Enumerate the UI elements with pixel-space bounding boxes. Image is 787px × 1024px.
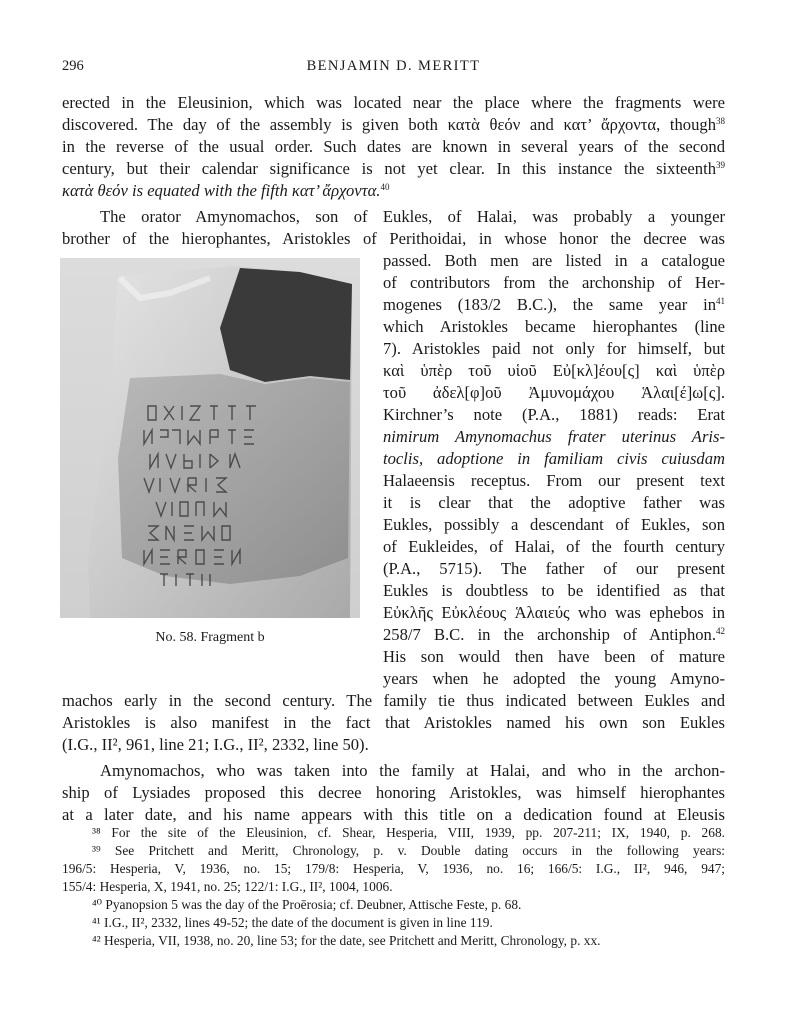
text-line-content: mogenes (183/2 B.C.), the same year in bbox=[383, 295, 716, 314]
text-line: which Aristokles became hierophantes (line bbox=[383, 317, 725, 336]
text-line-content: 258/7 B.C. in the archonship of Antiphon. bbox=[383, 625, 716, 644]
text-line-content: discovered. The day of the assembly is given both κατὰ θεόν and κατ’ ἄρχοντα, though bbox=[62, 115, 716, 134]
footnote-ref[interactable]: 41 bbox=[716, 296, 725, 306]
text-line: Eukles, possibly a descendant of Eukles, son bbox=[383, 515, 725, 534]
text-line: Aristokles is also manifest in the fact that Aristokles named his own son Eukles bbox=[62, 713, 725, 732]
text-line bbox=[383, 294, 725, 316]
text-line: of contributors from the archonship of Her- bbox=[383, 273, 725, 292]
footnote: ³⁹ See Pritchett and Meritt, Chronology, p. v. Double dating occurs in the following years: bbox=[92, 843, 725, 858]
text-line: passed. Both men are listed in a catalogue bbox=[383, 251, 725, 270]
text-line: ship of Lysiades proposed this decree honoring Aristokles, was himself hierophantes bbox=[62, 783, 725, 802]
page-number: 296 bbox=[62, 58, 84, 74]
text-line: καὶ ὑπὲρ τοῦ υἱοῦ Εὐ[κλ]έου[ς] καὶ ὑπὲρ bbox=[383, 361, 725, 380]
text-line: toclis, adoptione in familiam civis cuiusdam bbox=[383, 449, 725, 468]
text-line bbox=[62, 180, 725, 202]
footnote: ⁴² Hesperia, VII, 1938, no. 20, line 53; for the date, see Pritchett and Meritt, Chronology, p. xx. bbox=[92, 933, 601, 948]
text-line: (I.G., II², 961, line 21; I.G., II², 2332, line 50). bbox=[62, 735, 369, 754]
text-line: brother of the hierophantes, Aristokles of Perithoidai, in whose honor the decree was bbox=[62, 229, 725, 248]
running-head: BENJAMIN D. MERITT bbox=[306, 58, 481, 74]
text-line: Εὐκλῆς Εὐκλέους Ἁλαιεύς who was ephebos in bbox=[383, 603, 725, 622]
footnote: ⁴¹ I.G., II², 2332, lines 49-52; the date of the document is given in line 119. bbox=[92, 915, 493, 930]
text-line: Amynomachos, who was taken into the family at Halai, and who in the archon- bbox=[100, 761, 725, 780]
footnote-ref[interactable]: 42 bbox=[716, 626, 725, 636]
fragment-photo bbox=[60, 258, 360, 618]
page-header bbox=[62, 58, 725, 78]
text-line: Halaeensis receptus. From our present text bbox=[383, 471, 725, 490]
text-line-content: century, but their calendar significance is not yet clear. In this instance the sixteenth bbox=[62, 159, 716, 178]
text-line: it is clear that the adoptive father was bbox=[383, 493, 725, 512]
footnote-ref[interactable]: 39 bbox=[716, 160, 725, 170]
footnote-ref[interactable]: 40 bbox=[380, 182, 390, 192]
text-line: years when he adopted the young Amyno- bbox=[383, 669, 725, 688]
footnote-ref[interactable]: 38 bbox=[716, 116, 725, 126]
text-line: The orator Amynomachos, son of Eukles, of Halai, was probably a younger bbox=[100, 207, 725, 226]
footnote: ⁴⁰ Pyanopsion 5 was the day of the Proērosia; cf. Deubner, Attische Feste, p. 68. bbox=[92, 897, 522, 912]
footnote: ³⁸ For the site of the Eleusinion, cf. Shear, Hesperia, VIII, 1939, pp. 207-211; IX, 1940, p. 268. bbox=[92, 825, 725, 840]
text-line: machos early in the second century. The family tie thus indicated between Eukles and bbox=[62, 691, 725, 710]
text-line bbox=[62, 114, 725, 136]
figure-caption bbox=[60, 630, 360, 646]
text-line: at a later date, and his name appears with this title on a dedication found at Eleusis bbox=[62, 805, 725, 824]
text-line: erected in the Eleusinion, which was located near the place where the fragments were bbox=[62, 93, 725, 112]
footnote: 155/4: Hesperia, X, 1941, no. 25; 122/1: I.G., II², 1004, 1006. bbox=[62, 879, 393, 894]
text-line: (P.A., 5715). The father of our present bbox=[383, 559, 725, 578]
text-line: nimirum Amynomachus frater uterinus Aris- bbox=[383, 427, 725, 446]
text-line-content: κατὰ θεόν is equated with the fifth κατ’ ἄρχοντα. bbox=[62, 181, 381, 200]
text-line: in the reverse of the usual order. Such dates are known in several years of the second bbox=[62, 137, 725, 156]
figure-caption-text: No. 58. Fragment b bbox=[155, 630, 265, 645]
text-line bbox=[383, 624, 725, 646]
text-line: Kirchner’s note (P.A., 1881) reads: Erat bbox=[383, 405, 725, 424]
text-line: 7). Aristokles paid not only for himself, but bbox=[383, 339, 725, 358]
text-line: Eukles is doubtless to be identified as that bbox=[383, 581, 725, 600]
stone-fragment-image bbox=[60, 258, 360, 618]
footnote: 196/5: Hesperia, V, 1936, no. 15; 179/8: Hesperia, V, 1936, no. 16; 166/5: I.G., II², 946, 947; bbox=[62, 861, 725, 876]
text-line: of Eukleides, of Halai, of the fourth century bbox=[383, 537, 725, 556]
text-line: τοῦ ἀδελ[φ]οῦ Ἀμυνομάχου Ἁλαι[έ]ω[ς]. bbox=[383, 383, 725, 402]
text-line: His son would then have been of mature bbox=[383, 647, 725, 666]
text-line bbox=[62, 158, 725, 180]
